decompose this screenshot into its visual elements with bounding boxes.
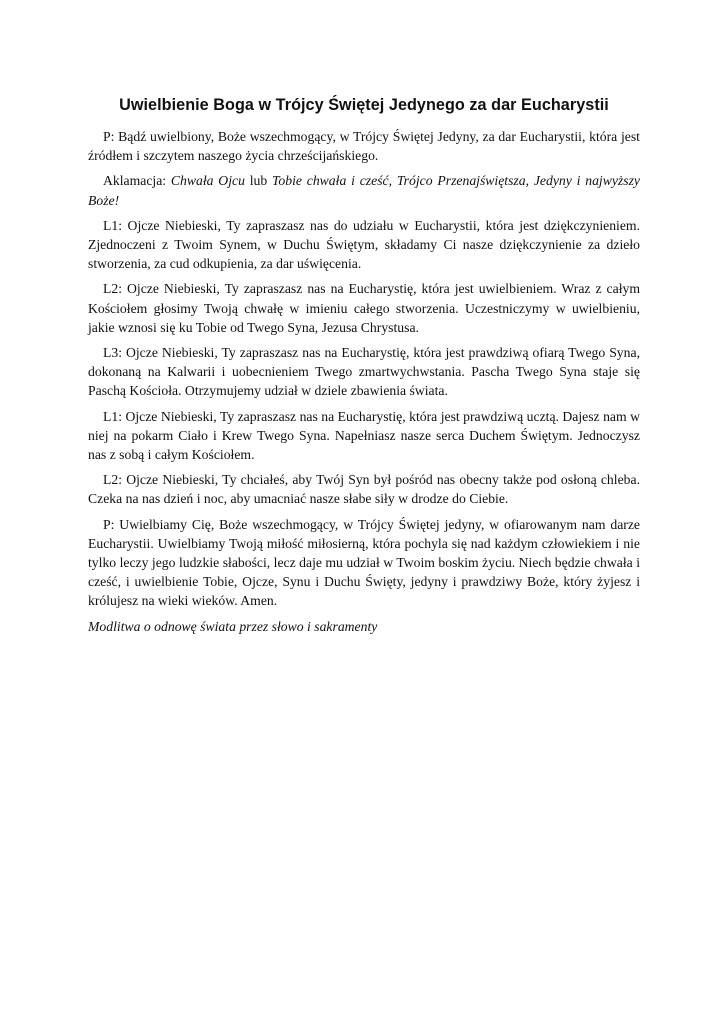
acclamation-prefix: Aklamacja:: [103, 173, 171, 189]
document-page: [88, 96, 640, 636]
paragraph-l2-first: L2: Ojcze Niebieski, Ty zapraszasz nas na Eucharystię, która jest uwielbieniem. Wraz z całym Kościołem głosimy Twoją chwałę w imieniu całego stworzenia. Uczestniczymy w uwielbieniu, jakie wznosi się ku Tobie od Twego Syna, Jezusa Chrystusa.: [88, 281, 640, 335]
acclamation-option-1: Chwała Ojcu: [170, 173, 245, 189]
acclamation-option-2: Tobie chwała i cześć, Trójco Przenajświętsza, Jedyny i najwyższy Boże!: [88, 173, 640, 208]
source-citation: Modlitwa o odnowę świata przez słowo i sakramenty: [88, 618, 378, 634]
paragraph-l3: L3: Ojcze Niebieski, Ty zapraszasz nas na Eucharystię, która jest prawdziwą ofiarą Twego Syna, dokonaną na Kalwarii i uobecnieniem Twego zmartwychwstania. Pascha Twego Syna staje się Paschą Kościoła. Otrzymujemy udział w dziele zbawienia świata.: [88, 345, 640, 399]
paragraph-l2-second: L2: Ojcze Niebieski, Ty chciałeś, aby Twój Syn był pośród nas obecny także pod osłoną chleba. Czeka na nas dzień i noc, aby umacniać nasze słabe siły w drodze do Ciebie.: [88, 472, 640, 507]
paragraph-acclamation: [88, 171, 640, 209]
paragraph-priest-opening: P: Bądź uwielbiony, Boże wszechmogący, w Trójcy Świętej Jedyny, za dar Eucharystii, która jest źródłem i szczytem naszego życia chrześcijańskiego.: [88, 129, 640, 164]
acclamation-connector: lub: [244, 173, 273, 189]
paragraph-l1-second: L1: Ojcze Niebieski, Ty zapraszasz nas na Eucharystię, która jest prawdziwą ucztą. Dajesz nam w niej na pokarm Ciało i Krew Twego Syna. Napełniasz nasze serca Duchem Świętym. Jednoczysz nas z sobą i całym Kościołem.: [88, 408, 640, 463]
document-title: Uwielbienie Boga w Trójcy Świętej Jedynego za dar Eucharystii: [119, 96, 609, 114]
paragraph-l1-first: L1: Ojcze Niebieski, Ty zapraszasz nas do udziału w Eucharystii, która jest dziękczynieniem. Zjednoczeni z Twoim Synem, w Duchu Świętym, składamy Ci nasze dziękczynienie za dzieło stworzenia, za cud odkupienia, za dar uświęcenia.: [88, 217, 640, 272]
paragraph-priest-closing: P: Uwielbiamy Cię, Boże wszechmogący, w Trójcy Świętej jedyny, w ofiarowanym nam darze Eucharystii. Uwielbiamy Twoją miłość miłosierną, która pochyla się nad każdym człowiekiem i nie tylko leczy jego ludzkie słabości, lecz daje mu udział w Twoim boskim życiu. Niech będzie chwała i cześć, i uwielbienie Tobie, Ojcze, Synu i Duchu Święty, jedyny i prawdziwy Boże, który żyjesz i królujesz na wieki wieków. Amen.: [88, 516, 640, 609]
